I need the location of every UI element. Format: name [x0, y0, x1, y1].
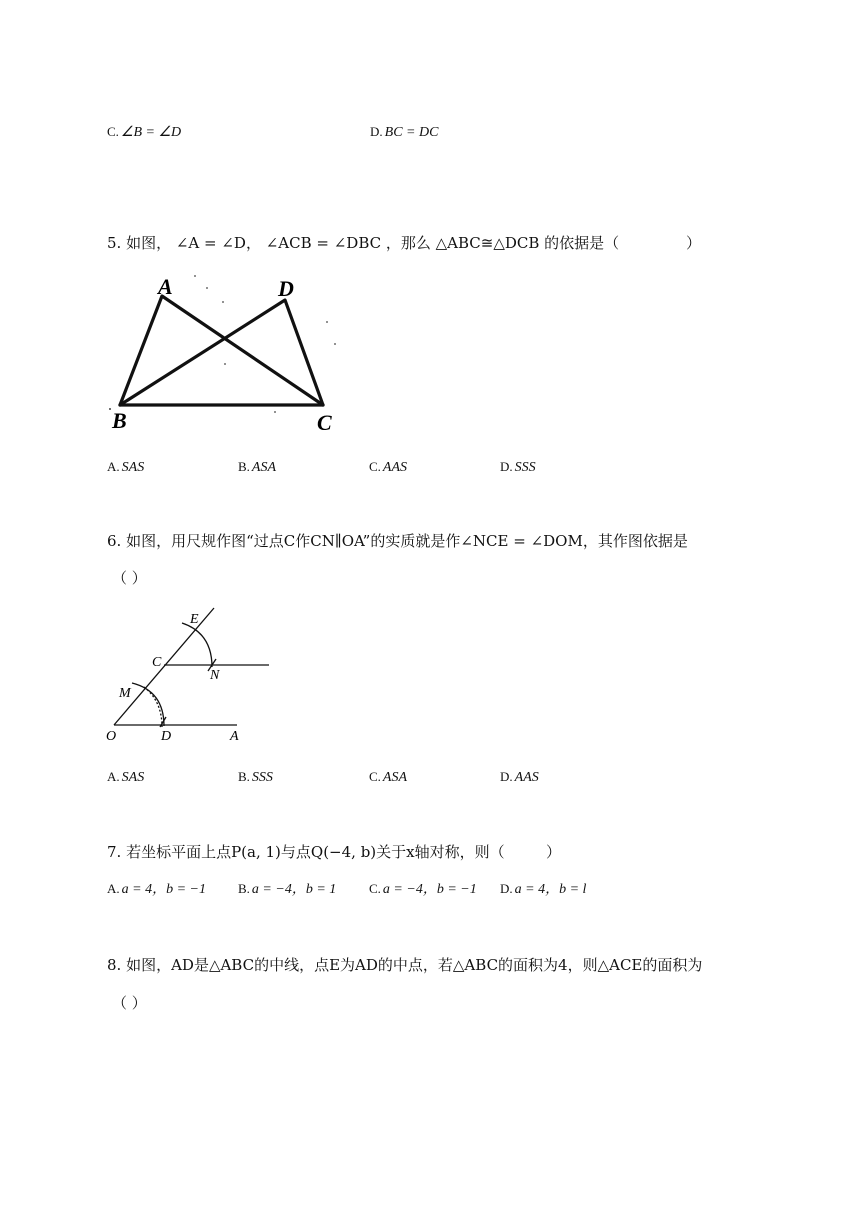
q5-label-a: A [158, 274, 173, 299]
q7-close-paren: ） [546, 843, 562, 861]
q6-label-e: E [190, 612, 199, 627]
q5-option-c[interactable] [369, 457, 407, 478]
q5-label-c: C [317, 410, 332, 435]
q6-paren: （ ） [112, 569, 147, 587]
option-label: B. [238, 881, 250, 896]
option-value: a = −4，b = −1 [382, 882, 477, 897]
option-label: A. [107, 459, 120, 474]
q8-stem: 8. 如图，AD是△ABC的中线，点E为AD的中点，若△ABC的面积为4，则△ACE的面积为 [107, 956, 703, 974]
option-value: a = 4，b = −1 [121, 882, 206, 897]
q7-option-d[interactable] [500, 879, 586, 900]
option-label: D. [500, 459, 513, 474]
q6-label-a: A [230, 729, 239, 744]
q7-option-c[interactable] [369, 879, 477, 900]
q8-paren: （ ） [112, 994, 147, 1012]
q6-label-m: M [119, 686, 131, 701]
option-value: BC = DC [384, 125, 439, 140]
option-value: SSS [514, 460, 536, 475]
q6-label-o: O [106, 729, 117, 744]
q5-label-b: B [112, 408, 127, 433]
option-label: B. [238, 459, 250, 474]
option-value: ASA [382, 770, 408, 785]
option-value: AAS [514, 770, 539, 785]
option-value: SSS [251, 770, 273, 785]
q6-option-b[interactable] [238, 767, 273, 788]
q5-option-b[interactable] [238, 457, 276, 478]
q6-label-c: C [152, 655, 162, 670]
q5-figure [105, 272, 345, 442]
option-label: C. [107, 124, 119, 139]
option-value: ASA [251, 460, 277, 475]
option-value: ∠B = ∠D [120, 125, 182, 140]
option-label: B. [238, 769, 250, 784]
option-value: AAS [382, 460, 408, 475]
option-label: C. [369, 459, 381, 474]
q5-close-paren: ） [686, 234, 702, 252]
q7-option-b[interactable] [238, 879, 336, 900]
q4-option-d[interactable] [370, 122, 438, 143]
q7-stem: 7. 若坐标平面上点P(a, 1)与点Q(−4, b)关于x轴对称，则（ [107, 843, 505, 861]
q6-figure [104, 605, 274, 745]
option-label: C. [369, 769, 381, 784]
option-label: C. [369, 881, 381, 896]
q6-option-c[interactable] [369, 767, 407, 788]
option-value: SAS [121, 460, 145, 475]
q4-option-c[interactable] [107, 122, 181, 143]
q5-stem-text: 5. 如图， ∠A = ∠D， ∠ACB = ∠DBC ，那么 △ABC≅△DCB 的依据是（ [107, 234, 620, 252]
option-value: a = 4，b = l [514, 882, 587, 897]
option-value: a = −4，b = 1 [251, 882, 337, 897]
q6-label-n: N [210, 668, 220, 683]
option-value: SAS [121, 770, 145, 785]
option-label: D. [370, 124, 383, 139]
option-label: D. [500, 769, 513, 784]
q6-stem: 6. 如图，用尺规作图“过点C作CN∥OA”的实质就是作∠NCE = ∠DOM，其作图依据是 [107, 532, 688, 550]
q5-option-a[interactable] [107, 457, 144, 478]
q6-option-d[interactable] [500, 767, 539, 788]
option-label: D. [500, 881, 513, 896]
q5-label-d: D [278, 276, 294, 301]
q6-option-a[interactable] [107, 767, 144, 788]
option-label: A. [107, 769, 120, 784]
q7-option-a[interactable] [107, 879, 206, 900]
q6-label-d: D [161, 729, 172, 744]
q5-stem [107, 233, 619, 253]
option-label: A. [107, 881, 120, 896]
q5-option-d[interactable] [500, 457, 536, 478]
